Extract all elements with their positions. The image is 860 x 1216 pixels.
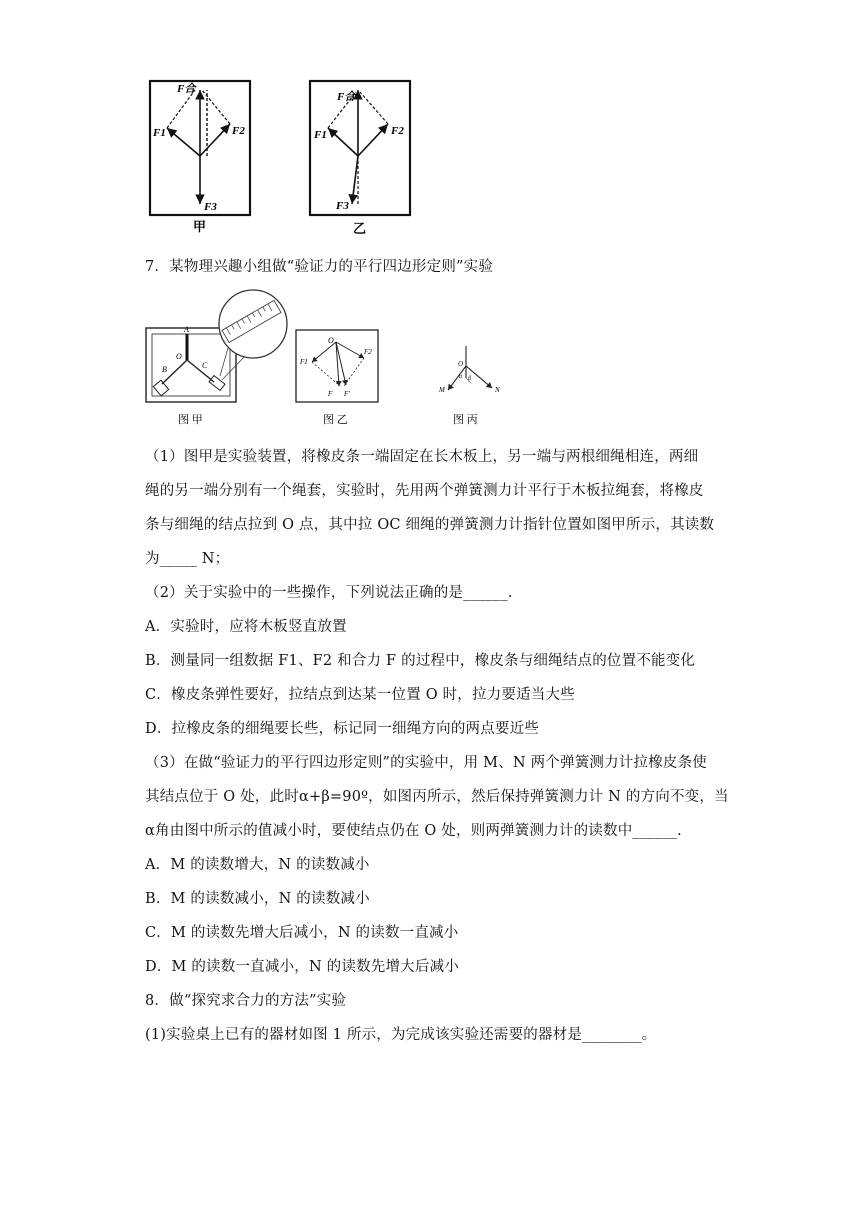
q7-part2-option-b: B．测量同一组数据 F1、F2 和合力 F 的过程中，橡皮条与细绳结点的位置不能变化 (145, 653, 696, 669)
label-o: O (458, 360, 464, 368)
caption-yi: 图 乙 (323, 414, 348, 426)
caption-yi: 乙 (353, 221, 367, 236)
label-f1: F1 (314, 129, 327, 141)
q7-part2-option-a: A．实验时，应将木板竖直放置 (145, 619, 347, 635)
label-f-he: F合 (177, 83, 196, 95)
q7-figures (140, 286, 540, 432)
figure-bing (438, 346, 500, 426)
label-b: B (162, 365, 167, 374)
q7-part1-line: 为_____ N； (145, 551, 230, 567)
diagram-jia (150, 81, 250, 234)
q7-part3-stem-line: 其结点位于 O 处，此时α+β=90º，如图丙所示，然后保持弹簧测力计 N 的方向不变，当 (145, 789, 729, 805)
label-f1: F1 (300, 358, 308, 366)
magnifier-icon (219, 290, 287, 358)
label-f-prime: F' (344, 390, 350, 398)
diagram-yi (310, 81, 410, 236)
label-alpha: α (459, 374, 463, 380)
top-force-diagrams (140, 76, 430, 241)
label-n: N (495, 386, 500, 394)
q7-part3-option-c: C．M 的读数先增大后减小，N 的读数一直减小 (145, 925, 459, 941)
caption-jia: 甲 (193, 219, 207, 234)
q7-part2-option-c: C．橡皮条弹性要好，拉结点到达某一位置 O 时，拉力要适当大些 (145, 687, 575, 703)
caption-jia: 图 甲 (178, 414, 203, 426)
caption-bing: 图 丙 (453, 414, 478, 426)
label-f3: F3 (336, 200, 349, 212)
q7-part3-option-a: A．M 的读数增大，N 的读数减小 (145, 857, 370, 873)
figure-jia (146, 290, 287, 426)
q7-part3-stem-line: （3）在做“验证力的平行四边形定则”的实验中，用 M、N 两个弹簧测力计拉橡皮条使 (145, 755, 708, 771)
label-f2: F2 (391, 125, 404, 137)
label-f3: F3 (204, 201, 217, 213)
label-beta: β (468, 376, 471, 382)
label-o: O (176, 352, 182, 361)
q7-part2-option-d: D．拉橡皮条的细绳要长些，标记同一细绳方向的两点要近些 (145, 721, 540, 737)
label-f: F (328, 390, 333, 398)
q7-part1-line: 绳的另一端分别有一个绳套，实验时，先用两个弹簧测力计平行于木板拉绳套，将橡皮 (145, 483, 704, 499)
q7-stem: 7．某物理兴趣小组做“验证力的平行四边形定则”实验 (145, 259, 494, 275)
q7-part3-option-b: B．M 的读数减小，N 的读数减小 (145, 891, 370, 907)
q7-part3-stem-line: α角由图中所示的值减小时，要使结点仍在 O 处，则两弹簧测力计的读数中______. (145, 823, 682, 839)
label-o: O (328, 336, 334, 345)
label-f1: F1 (153, 127, 166, 139)
q8-stem: 8．做“探究求合力的方法”实验 (145, 993, 347, 1009)
q7-part1-line: 条与细绳的结点拉到 O 点，其中拉 OC 细绳的弹簧测力计指针位置如图甲所示，其读数 (145, 517, 715, 533)
q7-part3-option-d: D．M 的读数一直减小，N 的读数先增大后减小 (145, 959, 459, 975)
label-a: A (184, 325, 189, 334)
label-c: C (202, 361, 208, 370)
label-f-he: F合 (337, 91, 356, 103)
q7-part1-line: （1）图甲是实验装置，将橡皮条一端固定在长木板上，另一端与两根细绳相连，两细 (145, 449, 699, 465)
q8-part1: (1)实验桌上已有的器材如图 1 所示，为完成该实验还需要的器材是________。 (145, 1027, 657, 1043)
label-f2: F2 (232, 125, 245, 137)
figure-yi (296, 330, 378, 426)
q7-part2-stem: （2）关于实验中的一些操作，下列说法正确的是______. (145, 585, 513, 601)
label-m: M (439, 386, 445, 394)
label-f2: F2 (364, 348, 372, 356)
